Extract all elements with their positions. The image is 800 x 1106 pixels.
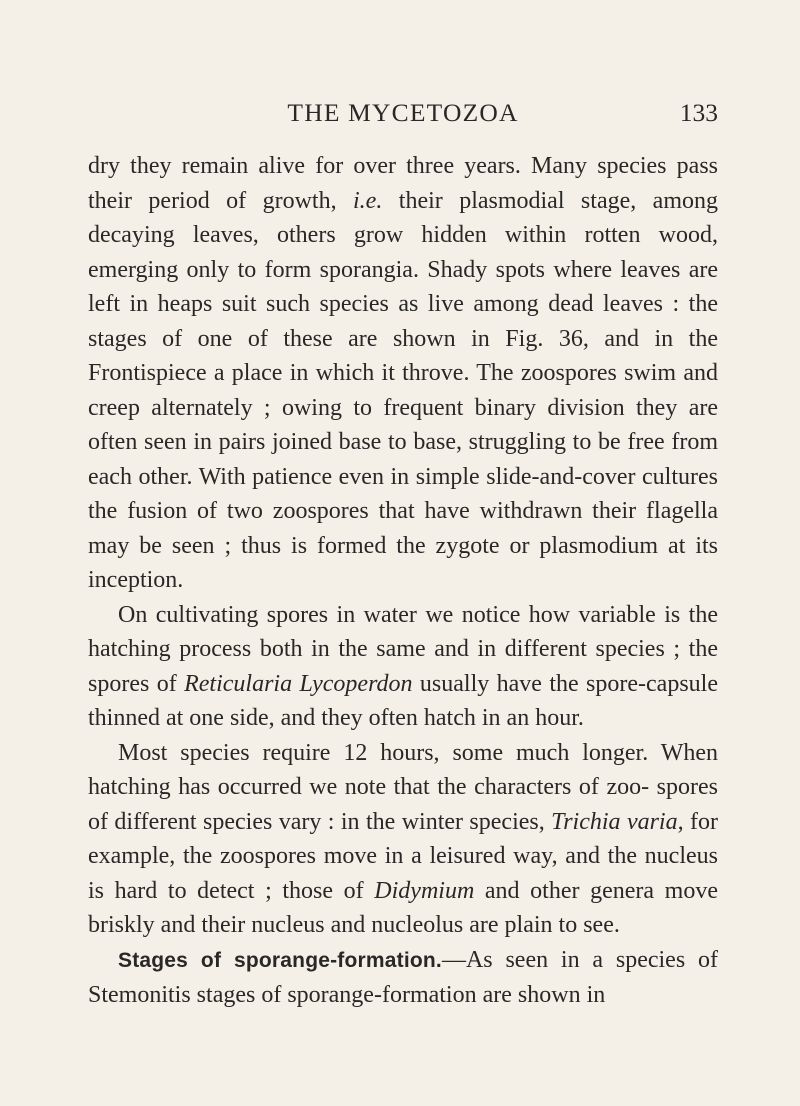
paragraph-2 — [88, 598, 718, 736]
paragraph-1 — [88, 149, 718, 598]
paragraph-3-text-c: for example, the zoospores move in a leisured way, and the nucleus is hard to detect ; those of — [88, 808, 719, 904]
paragraph-3-species-name: Trichia varia, — [551, 808, 684, 835]
paragraph-4-text-a: —As seen in a species of Stemonitis stages of sporange-formation are shown in — [88, 946, 718, 1008]
page-number: 133 — [679, 98, 718, 127]
paragraph-1-text-c: their plasmodial stage, among decaying leaves, others grow hidden within rotten wood, emerging only to form sporangia. Shady spots where leaves are left in heaps suit such species as live among dead leaves : the stages of one of these are shown in Fig. 36, and in the Frontispiece a place in which it throve. The zoospores swim and creep alternately ; owing to frequent binary division they are often seen in pairs joined base to base, struggling to be free from each other. With patience even in simple slide-and-cover cultures the fusion of two zoospores that have withdrawn their flagella may be seen ; thus is formed the zygote or plasmodium at its inception. — [88, 187, 718, 593]
paragraph-4 — [88, 943, 718, 1013]
paragraph-1-italic-ie: i.e. — [353, 187, 383, 214]
paragraph-3-text-a: Most species require 12 hours, some much longer. When hatching has occurred we note that the characters of zoo- spores of different species vary : in the winter species, — [88, 739, 718, 835]
paragraph-3-genus-name: Didymium — [374, 877, 475, 904]
paragraph-3 — [88, 736, 718, 943]
paragraph-2-text-c: usually have the spore-capsule thinned at one side, and they often hatch in an hour. — [88, 670, 718, 731]
section-subheading: Stages of sporange-formation. — [118, 948, 442, 972]
paragraph-1-text-a: dry they remain alive for over three years. Many species pass their period of growth, — [88, 153, 718, 214]
paragraph-2-text-a: On cultivating spores in water we notice how variable is the hatching process both in the same and in different species ; the spores of — [88, 601, 718, 697]
paragraph-3-text-e: and other genera move briskly and their nucleus and nucleolus are plain to see. — [88, 877, 719, 938]
paragraph-2-species-name: Reticularia Lycoperdon — [184, 670, 413, 697]
body-text — [88, 149, 718, 1013]
page-header — [88, 98, 718, 132]
running-head: THE MYCETOZOA — [287, 98, 519, 127]
